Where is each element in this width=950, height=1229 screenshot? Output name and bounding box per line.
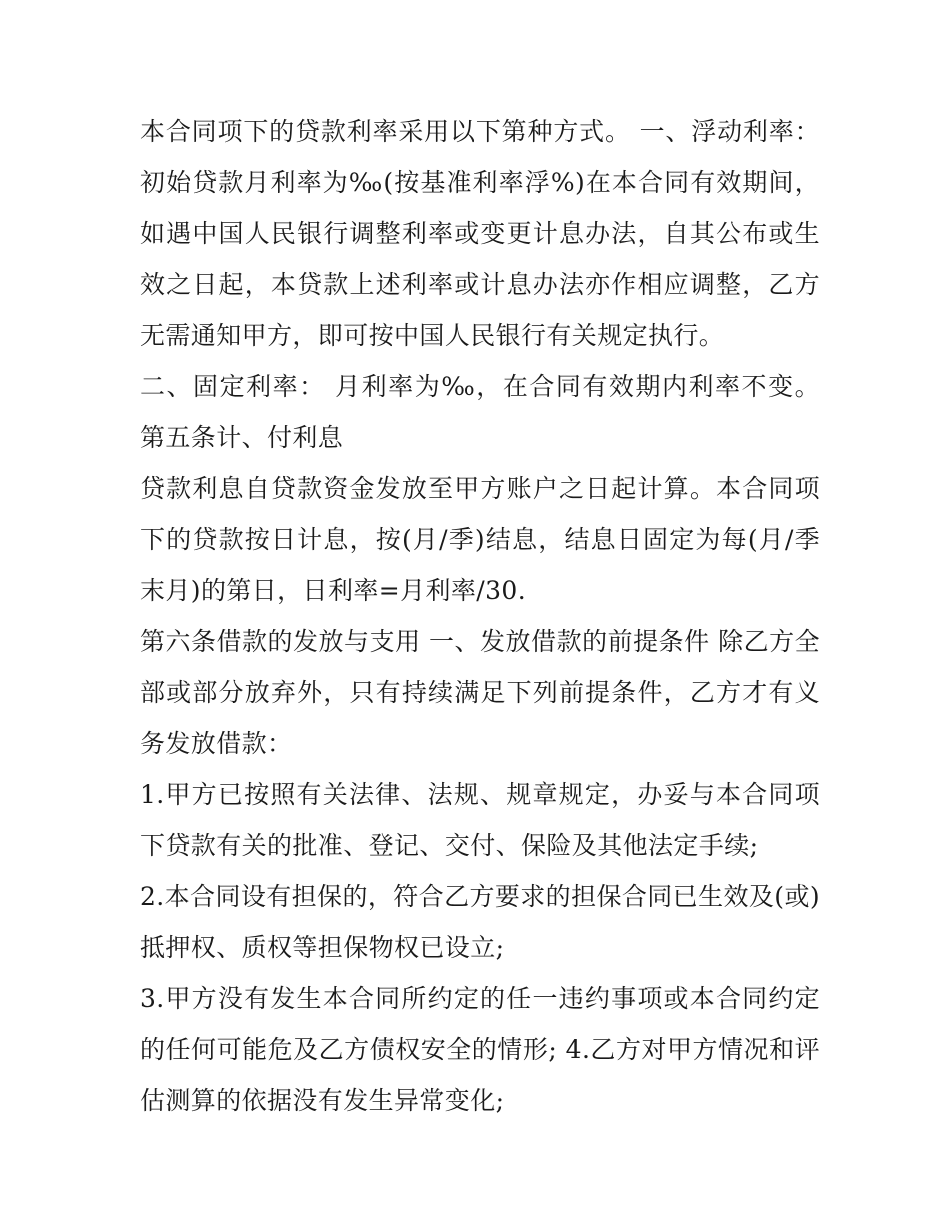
paragraph-fixed-rate: 二、固定利率： 月利率为‰，在合同有效期内利率不变。 第五条计、付利息: [140, 372, 820, 452]
paragraph-interest-calculation: 贷款利息自贷款资金发放至甲方账户之日起计算。本合同项下的贷款按日计息，按(月/季)结息，结息日固定为每(月/季末月)的第日，日利率=月利率/30.: [140, 474, 820, 605]
paragraph-item-3-4: 3.甲方没有发生本合同所约定的任一违约事项或本合同约定的任何可能危及乙方债权安全的情形; 4.乙方对甲方情况和评估测算的依据没有发生异常变化;: [140, 984, 820, 1115]
paragraph-item-2: 2.本合同设有担保的，符合乙方要求的担保合同已生效及(或)抵押权、质权等担保物权已设立;: [140, 882, 820, 962]
paragraph-item-1: 1.甲方已按照有关法律、法规、规章规定，办妥与本合同项下贷款有关的批准、登记、交付、保险及其他法定手续;: [140, 780, 820, 860]
paragraph-article-six: 第六条借款的发放与支用 一、发放借款的前提条件 除乙方全部或部分放弃外，只有持续满足下列前提条件，乙方才有义务发放借款：: [140, 627, 820, 758]
paragraph-interest-rate: 本合同项下的贷款利率采用以下第种方式。 一、浮动利率：初始贷款月利率为‰(按基准利率浮%)在本合同有效期间，如遇中国人民银行调整利率或变更计息办法，自其公布或生效之日起，本贷款上述利率或计息办法亦作相应调整，乙方无需通知甲方，即可按中国人民银行有关规定执行。: [140, 117, 820, 350]
document-body: [140, 106, 820, 1126]
